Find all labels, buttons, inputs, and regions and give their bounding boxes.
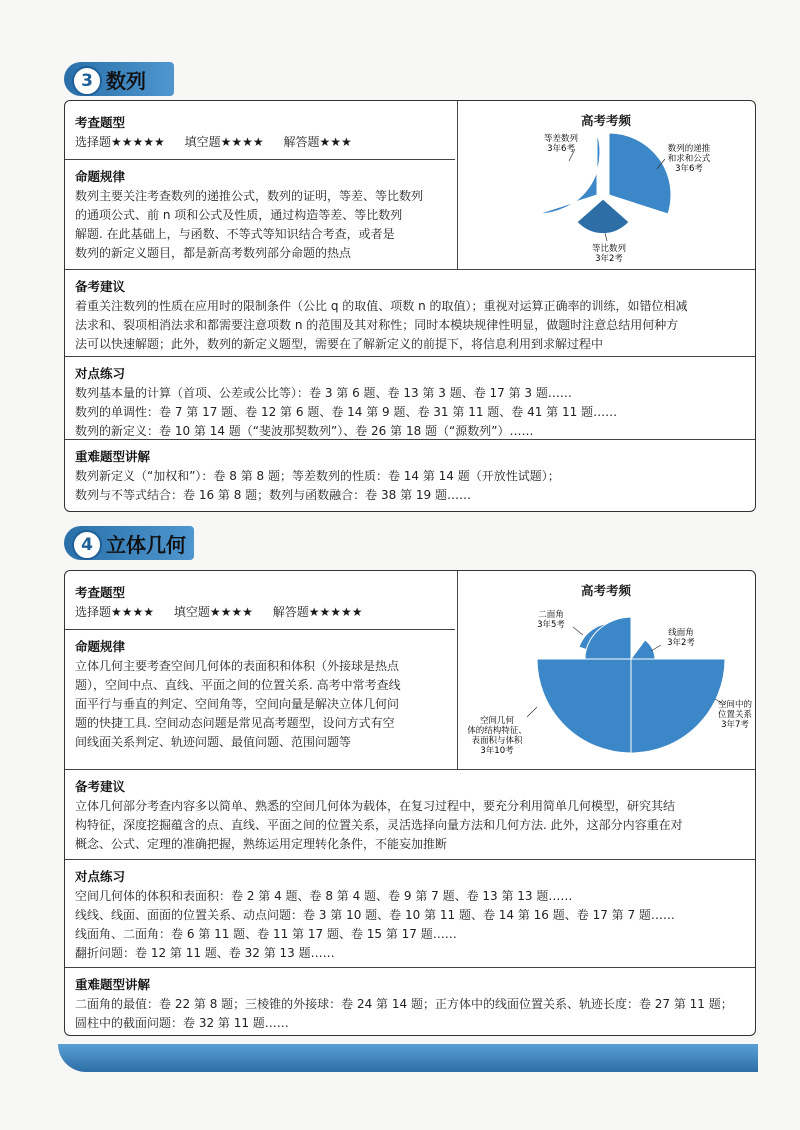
slice-label-position-1: 空间中的	[717, 700, 753, 710]
practice-block	[65, 358, 755, 441]
hard-block	[65, 969, 755, 1033]
rules-line: 题的快捷工具. 空间动态问题是常见高考题型，设问方式有空	[75, 716, 395, 730]
pie-slice-geometric	[577, 199, 629, 234]
slice-label-line-plane: 线面角	[668, 628, 694, 638]
exam-types-block	[65, 101, 455, 152]
practice-block	[65, 861, 755, 963]
hard-text	[75, 995, 745, 1033]
divider	[65, 356, 755, 357]
practice-line: 线面角、二面角：卷 6 第 11 题、卷 11 第 17 题、卷 15 第 17 题……	[75, 927, 457, 941]
section-title: 数列	[106, 69, 146, 93]
practice-line: 数列的单调性：卷 7 第 17 题、卷 12 第 6 题、卷 14 第 9 题、卷 31 第 11 题、卷 41 第 11 题……	[75, 405, 618, 419]
advice-label: 备考建议	[75, 779, 126, 794]
slice-sub-arithmetic: 3年6考	[547, 144, 575, 154]
rules-line: 数列的新定义题目，都是新高考数列部分命题的热点	[75, 246, 352, 260]
pie-slice-structure	[537, 659, 631, 753]
rules-line: 题），空间中点、直线、平面之间的位置关系. 高考中常考查线	[75, 678, 401, 692]
rules-line: 立体几何主要考查空间几何体的表面积和体积（外接球是热点	[75, 659, 400, 673]
pie-slice-line-plane	[631, 640, 655, 659]
hard-line: 二面角的最值：卷 22 第 8 题；三棱锥的外接球：卷 24 第 14 题；正方体中的线面位置关系、轨迹长度：卷 27 第 11 题；	[75, 997, 733, 1011]
hard-line: 圆柱中的截面问题：卷 32 第 11 题……	[75, 1016, 289, 1030]
slice-sub-geometric: 3年2考	[595, 254, 623, 264]
slice-label-structure-2: 体的结构特征、	[467, 726, 527, 736]
section-4-box	[64, 570, 756, 1036]
slice-label-structure-3: 表面积与体积	[471, 736, 523, 746]
rules-block	[65, 161, 455, 263]
practice-line: 数列的新定义：卷 10 第 14 题（“斐波那契数列”）、卷 26 第 18 题（“源数列”）……	[75, 424, 534, 438]
rules-text	[75, 187, 445, 263]
slice-label-position-2: 位置关系	[717, 710, 753, 720]
hard-label: 重难题型讲解	[75, 449, 151, 464]
freq-title: 高考考频	[580, 113, 631, 128]
pie-slice-recursion	[609, 133, 671, 214]
pie-chart-section-3	[457, 125, 755, 269]
advice-line: 着重关注数列的性质在应用时的限制条件（公比 q 的取值、项数 n 的取值）；重视对运算正确率的训练，如错位相减	[75, 299, 688, 313]
hard-block	[65, 441, 755, 505]
rules-label: 命题规律	[75, 639, 126, 654]
exam-type-fill: 填空题★★★★	[173, 605, 253, 619]
practice-line: 翻折问题：卷 12 第 11 题、卷 32 第 13 题……	[75, 946, 335, 960]
hard-label: 重难题型讲解	[75, 977, 151, 992]
rules-line: 的通项公式、前 n 项和公式及性质，通过构造等差、等比数列	[75, 208, 403, 222]
rules-block	[65, 631, 455, 752]
rules-line: 面平行与垂直的判定、空间角等，空间向量是解决立体几何问	[75, 697, 400, 711]
exam-types-line	[75, 603, 445, 620]
hard-line: 数列与不等式结合：卷 16 第 8 题；数列与函数融合：卷 38 第 19 题……	[75, 488, 471, 502]
rules-line: 解题. 在此基础上，与函数、不等式等知识结合考查，或者是	[75, 227, 395, 241]
section-3-box	[64, 100, 756, 512]
advice-block	[65, 271, 755, 354]
practice-line: 数列基本量的计算（首项、公差或公比等）：卷 3 第 6 题、卷 13 第 3 题、卷 17 第 3 题……	[75, 386, 572, 400]
advice-text	[75, 797, 745, 854]
section-4-header	[64, 526, 264, 560]
practice-label: 对点练习	[75, 869, 126, 884]
practice-text	[75, 887, 745, 963]
divider	[65, 269, 755, 270]
advice-line: 法可以快速解题；此外，数列的新定义题型，需要在了解新定义的前提下，将信息利用到求解过程中	[75, 337, 604, 351]
slice-label-dihedral: 二面角	[538, 610, 564, 620]
exam-type-answer: 解答题★★★	[283, 135, 352, 149]
footer-band	[58, 1044, 758, 1072]
practice-line: 线线、线面、面面的位置关系、动点问题：卷 3 第 10 题、卷 10 第 11 题、卷 14 第 16 题、卷 17 第 7 题……	[75, 908, 675, 922]
slice-sub-structure: 3年10考	[480, 746, 514, 756]
slice-sub-line-plane: 3年2考	[667, 638, 695, 648]
advice-line: 立体几何部分考查内容多以简单、熟悉的空间几何体为载体，在复习过程中，要充分利用简单几何模型，研究其结	[75, 799, 676, 813]
advice-line: 构特征，深度挖掘蕴含的点、直线、平面之间的位置关系，灵活选择向量方法和几何方法. 此外，这部分内容重在对	[75, 818, 683, 832]
section-number: 3	[72, 66, 102, 96]
rules-line: 数列主要关注考查数列的递推公式，数列的证明，等差、等比数列	[75, 189, 424, 203]
rules-label: 命题规律	[75, 169, 126, 184]
exam-types-line	[75, 133, 445, 150]
advice-line: 法求和、裂项相消法求和都需要注意项数 n 的范围及其对称性；同时本模块规律性明显，做题时注意总结用何种方	[75, 318, 679, 332]
slice-sub-position: 3年7考	[721, 720, 749, 730]
exam-type-choice: 选择题★★★★	[75, 605, 155, 619]
advice-line: 概念、公式、定理的准确把握，熟练运用定理转化条件，不能妄加推断	[75, 837, 448, 851]
advice-block	[65, 771, 755, 854]
divider	[65, 439, 755, 440]
slice-label-geometric: 等比数列	[591, 244, 627, 254]
exam-types-label: 考查题型	[75, 115, 126, 130]
pie-slice-dihedral-main	[585, 617, 631, 659]
slice-label-structure-1: 空间几何	[479, 716, 515, 726]
rules-line: 间线面关系判定、轨迹问题、最值问题、范围问题等	[75, 735, 352, 749]
slice-label-recursion-1: 数列的递推	[667, 144, 711, 154]
practice-label: 对点练习	[75, 366, 126, 381]
slice-sub-recursion: 3年6考	[675, 164, 703, 174]
slice-sub-dihedral: 3年5考	[537, 620, 565, 630]
hard-line: 数列新定义（“加权和”）：卷 8 第 8 题；等差数列的性质：卷 14 第 14 题（开放性试题）；	[75, 469, 560, 483]
divider	[65, 967, 755, 968]
hard-text	[75, 467, 745, 505]
exam-types-label: 考查题型	[75, 585, 126, 600]
leader-line	[527, 707, 537, 717]
divider	[65, 859, 755, 860]
leader-line	[605, 233, 607, 241]
pie-slice-position	[631, 659, 725, 753]
section-title: 立体几何	[106, 533, 186, 557]
advice-text	[75, 297, 745, 354]
divider	[65, 159, 455, 160]
pie-chart-section-4	[457, 595, 755, 769]
exam-type-fill: 填空题★★★★	[184, 135, 264, 149]
exam-types-block	[65, 571, 455, 622]
practice-line: 空间几何体的体积和表面积：卷 2 第 4 题、卷 8 第 4 题、卷 9 第 7 题、卷 13 第 13 题……	[75, 889, 573, 903]
practice-text	[75, 384, 745, 441]
rules-text	[75, 657, 445, 752]
exam-type-choice: 选择题★★★★★	[75, 135, 165, 149]
freq-title: 高考考频	[580, 583, 631, 598]
exam-type-answer: 解答题★★★★★	[272, 605, 363, 619]
divider	[65, 769, 755, 770]
advice-label: 备考建议	[75, 279, 126, 294]
slice-label-recursion-2: 和求和公式	[667, 154, 711, 164]
section-number: 4	[72, 530, 102, 560]
divider	[65, 629, 455, 630]
slice-label-arithmetic: 等差数列	[543, 134, 579, 144]
leader-line	[573, 627, 583, 635]
section-3-header	[64, 62, 264, 96]
